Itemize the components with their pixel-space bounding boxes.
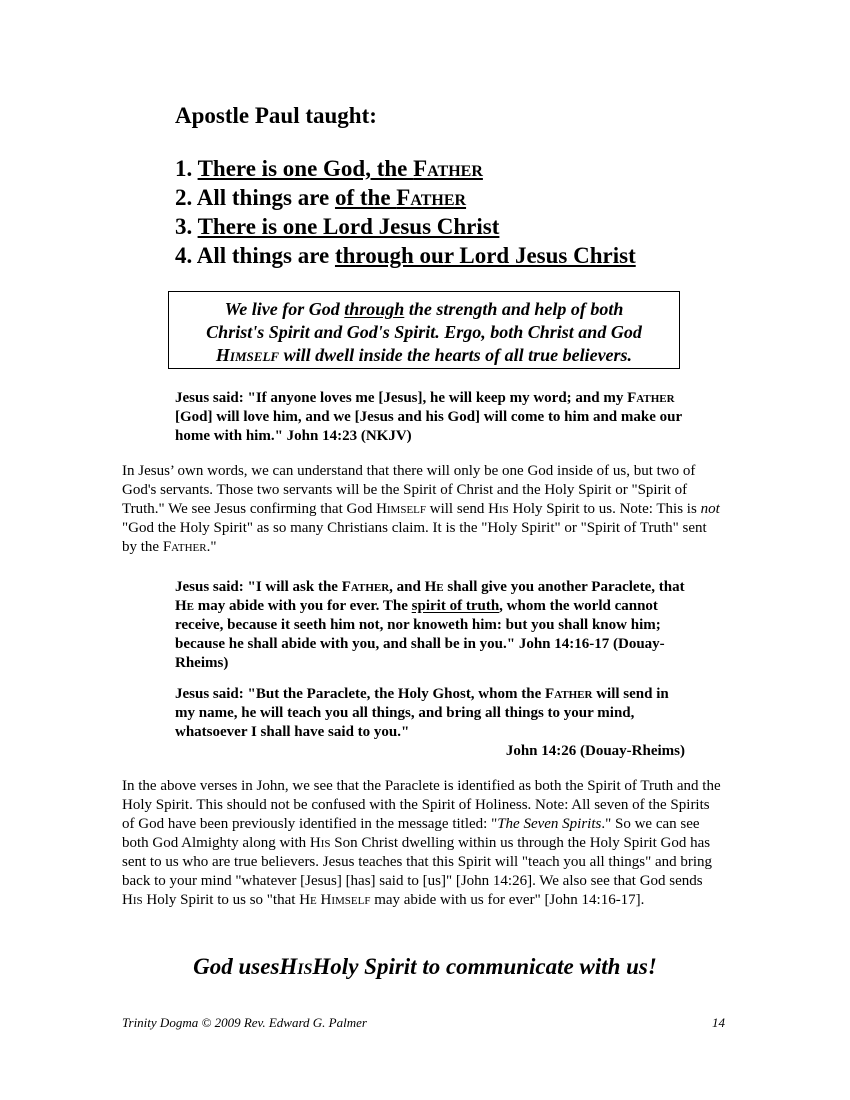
- body-paragraph: In Jesus’ own words, we can understand that there will only be one God inside of us, but two of God's servants. Those two servants will be the Spirit of Christ and the Holy Spirit or "Spirit of Truth." We see Jesus confirming that God Himself will send His Holy Spirit to us. Note: This is not "God the Holy Spirit" as so many Christians claim. It is the "Holy Spirit" or "Spirit of Truth" sent by the Father.": [122, 463, 720, 555]
- scripture-quote: Jesus said: "But the Paraclete, the Holy Ghost, whom the Father will send in my name, he will teach you all things, and bring all things to your mind, whatsoever I shall have said to you." John 14:26 (Douay-Rheims): [175, 686, 685, 759]
- footer-credit: Trinity Dogma © 2009 Rev. Edward G. Palmer: [122, 1015, 367, 1030]
- page-heading: Apostle Paul taught:: [175, 103, 377, 128]
- closing-statement: God usesHisHoly Spirit to communicate with us!: [193, 954, 657, 979]
- teaching-point: 2. All things are of the Father: [175, 185, 467, 210]
- scripture-quote: Jesus said: "If anyone loves me [Jesus], he will keep my word; and my Father [God] will love him, and we [Jesus and his God] will come to him and make our home with him." John 14:23 (NKJV): [175, 390, 682, 444]
- teaching-points-list: [175, 154, 636, 270]
- page-number: 14: [712, 1015, 725, 1030]
- teaching-point: 4. All things are through our Lord Jesus Christ: [175, 243, 636, 268]
- callout-line: Himself will dwell inside the hearts of all true believers.: [215, 345, 633, 365]
- teaching-point: 1. There is one God, the Father: [175, 156, 483, 181]
- callout-line: Christ's Spirit and God's Spirit. Ergo, both Christ and God: [206, 322, 642, 342]
- teaching-point: 3. There is one Lord Jesus Christ: [175, 214, 500, 239]
- body-paragraph: In the above verses in John, we see that the Paraclete is identified as both the Spirit of Truth and the Holy Spirit. This should not be confused with the Spirit of Holiness. Note: All seven of the Spirits of God have been previously identified in the message titled: "The Seven Spirits." So we can see both God Almighty along with His Son Christ dwelling within us through the Holy Spirit God has sent to us who are true believers. Jesus teaches that this Spirit will "teach you all things" and bring back to your mind "whatever [Jesus] [has] said to [us]" [John 14:26]. We also see that God sends His Holy Spirit to us so "that He Himself may abide with us for ever" [John 14:16-17].: [122, 778, 721, 908]
- scripture-reference: John 14:26 (Douay-Rheims): [505, 743, 685, 759]
- callout-box: [168, 291, 680, 369]
- callout-line: We live for God through the strength and help of both: [224, 299, 624, 319]
- scripture-quote: Jesus said: "I will ask the Father, and He shall give you another Paraclete, that He may abide with you for ever. The spirit of truth, whom the world cannot receive, because it seeth him not, nor knoweth him: but you shall know him; because he shall abide with you, and shall be in you." John 14:16-17 (Douay-Rheims): [175, 579, 685, 671]
